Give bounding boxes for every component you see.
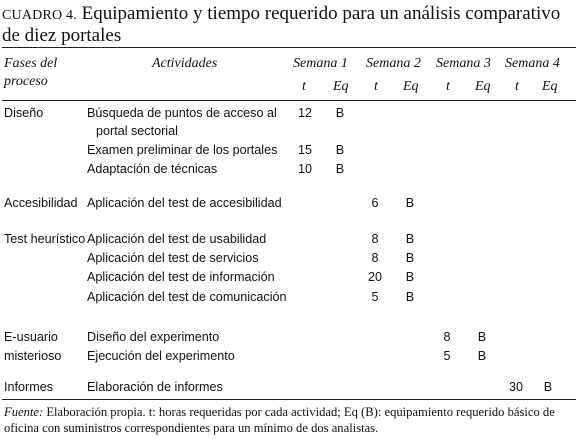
table-title: [2, 4, 576, 46]
header-activities: Actividades: [152, 56, 218, 71]
header-phase-line2: proceso: [4, 74, 48, 89]
phase-accesibilidad: Accesibilidad: [4, 196, 78, 210]
equipment-row-1: B: [335, 143, 345, 157]
time-row-0: 12: [297, 106, 312, 120]
footnote-lead: Fuente:: [4, 405, 44, 419]
activity-row-4: Aplicación del test de usabilidad: [87, 232, 267, 246]
equipment-row-8: B: [477, 330, 487, 344]
activity-row-0-cont: portal sectorial: [96, 124, 178, 138]
header-t-week-3: t: [446, 79, 450, 94]
equipment-row-4: B: [405, 232, 415, 246]
equipment-row-7: B: [405, 290, 415, 304]
header-t-week-1: t: [302, 79, 306, 94]
activity-row-2: Adaptación de técnicas: [87, 162, 218, 176]
time-row-9: 5: [443, 349, 451, 363]
equipment-row-9: B: [477, 349, 487, 363]
time-row-8: 8: [443, 330, 451, 344]
equipment-row-0: B: [335, 106, 345, 120]
phase-e-usuario-line1: E-usuario: [4, 330, 58, 344]
phase-test-heuristico: Test heurístico: [4, 232, 86, 246]
time-row-4: 8: [371, 232, 379, 246]
time-row-2: 10: [297, 162, 312, 176]
time-row-10: 30: [508, 380, 523, 394]
activity-row-7: Aplicación del test de comunicación: [87, 290, 287, 304]
footnote: [4, 404, 574, 436]
time-row-6: 20: [367, 270, 382, 284]
time-row-5: 8: [371, 251, 379, 265]
time-row-3: 6: [371, 196, 379, 210]
header-week-1: Semana 1: [293, 56, 348, 71]
phase-diseno: Diseño: [4, 106, 44, 120]
top-rule: [2, 47, 576, 48]
table-number: CUADRO 4.: [2, 8, 77, 23]
header-eq-week-1: Eq: [333, 79, 349, 94]
header-week-3: Semana 3: [436, 56, 491, 71]
equipment-row-3: B: [405, 196, 415, 210]
activity-row-9: Ejecución del experimento: [87, 349, 235, 363]
table-title-text: Equipamiento y tiempo requerido para un análisis comparativo de diez portales: [2, 3, 561, 46]
header-t-week-4: t: [515, 79, 519, 94]
header-phase-line1: Fases del: [4, 56, 58, 71]
activity-row-8: Diseño del experimento: [87, 330, 220, 344]
footnote-text: Elaboración propia. t: horas requeridas por cada actividad; Eq (B): equipamiento requerido básico de oficina con suministros correspondientes para un mínimo de dos analistas.: [4, 405, 555, 435]
header-eq-week-2: Eq: [403, 79, 419, 94]
header-eq-week-4: Eq: [542, 79, 558, 94]
activity-row-3: Aplicación del test de accesibilidad: [87, 196, 282, 210]
phase-informes: Informes: [4, 380, 53, 394]
activity-row-6: Aplicación del test de información: [87, 270, 275, 284]
header-week-2: Semana 2: [366, 56, 421, 71]
time-row-1: 15: [297, 143, 312, 157]
header-rule: [2, 100, 576, 101]
equipment-row-2: B: [335, 162, 345, 176]
time-row-7: 5: [371, 290, 379, 304]
header-week-4: Semana 4: [505, 56, 560, 71]
header-eq-week-3: Eq: [475, 79, 491, 94]
activity-row-5: Aplicación del test de servicios: [87, 251, 259, 265]
phase-e-usuario-line2: misterioso: [4, 349, 62, 363]
header-t-week-2: t: [374, 79, 378, 94]
equipment-row-5: B: [405, 251, 415, 265]
activity-row-0: Búsqueda de puntos de acceso al: [87, 106, 277, 120]
equipment-row-10: B: [543, 380, 553, 394]
equipment-row-6: B: [405, 270, 415, 284]
bottom-rule: [2, 399, 576, 400]
activity-row-10: Elaboración de informes: [87, 380, 223, 394]
activity-row-1: Examen preliminar de los portales: [87, 143, 278, 157]
